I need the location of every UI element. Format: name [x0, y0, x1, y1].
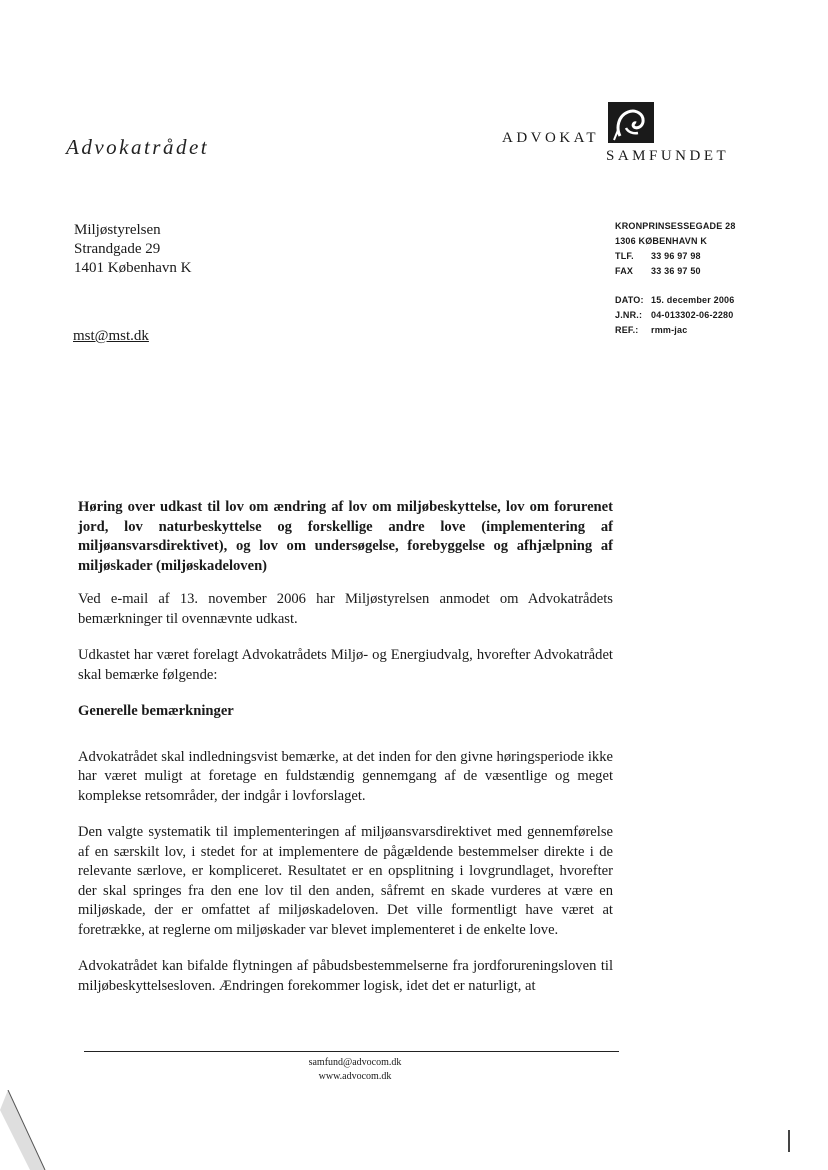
scan-artifact — [788, 1130, 790, 1152]
paragraph: Udkastet har været forelagt Advokatrådets Miljø- og Energiudvalg, hvorefter Advokatrådet skal bemærke følgende: — [78, 647, 613, 683]
logo — [502, 100, 762, 170]
contact-fax — [615, 264, 736, 279]
paragraph: Advokatrådet kan bifalde flytningen af påbudsbestemmelserne fra jordforureningsloven til miljøbeskyttelsesloven. Ændringen forekommer logisk, idet det er naturligt, at — [78, 958, 613, 994]
paragraph: Ved e-mail af 13. november 2006 har Miljøstyrelsen anmodet om Advokatrådets bemærkninger til ovennævnte udkast. — [78, 591, 613, 627]
phone-label: TLF. — [615, 251, 634, 261]
recipient-email-link[interactable]: mst@mst.dk — [73, 328, 149, 344]
recipient-line: Strandgade 29 — [74, 241, 161, 257]
contact-phone — [615, 249, 736, 264]
fax-label: FAX — [615, 266, 634, 276]
advokat-samfundet-emblem-icon — [606, 100, 656, 145]
logo-word-advokat: ADVOKAT — [502, 130, 599, 146]
paragraph: Den valgte systematik til implementeringen af miljøansvarsdirektivet med gennemførelse af en særskilt lov, i stedet for at implementere de pågældende bestemmelser direkte i de relevante særlove, er kompliceret. Resultatet er en opsplitning i lovgrundlaget, hvorefter der skal springes fra den ene lov til den anden, såfremt en skade vurderes at være en miljøskade, der er omfattet af miljøskadeloven. Det ville formentligt have været at foretrække, at reglerne om miljøskader var blevet implementeret i de enkelte love. — [78, 824, 613, 938]
sender-contact-block — [615, 219, 736, 338]
phone-value: 33 96 97 98 — [651, 251, 701, 261]
letter-subject: Høring over udkast til lov om ændring af lov om miljøbeskyttelse, lov om forurenet jord, lov naturbeskyttelse og forskellige andre love (implementering af miljøansvarsdirektivet), og lov om undersøgelse, forebyggelse og afhjælpning af miljøskader (miljøskadeloven) — [78, 499, 613, 574]
letter-date — [615, 293, 736, 308]
contact-city: 1306 KØBENHAVN K — [615, 236, 708, 246]
logo-word-samfundet: SAMFUNDET — [606, 148, 730, 164]
jnr-label: J.NR.: — [615, 310, 643, 320]
recipient-address — [74, 221, 191, 278]
journal-number — [615, 308, 736, 323]
fax-value: 33 36 97 50 — [651, 266, 701, 276]
contact-street: KRONPRINSESSEGADE 28 — [615, 221, 736, 231]
letter-body — [78, 498, 613, 1013]
footer-email: samfund@advocom.dk — [308, 1057, 402, 1068]
paragraph: Advokatrådet skal indledningsvist bemærke, at det inden for den givne høringsperiode ikke har været muligt at foretage en fuldstændig gennemgang af de væsentlige og meget komplekse retsområder, der indgår i lovforslaget. — [78, 748, 613, 804]
date-label: DATO: — [615, 295, 644, 305]
recipient-line: 1401 København K — [74, 260, 192, 276]
footer — [200, 1056, 510, 1084]
section-heading: Generelle bemærkninger — [78, 703, 234, 719]
date-value: 15. december 2006 — [651, 295, 735, 305]
ref-value: rmm-jac — [651, 325, 688, 335]
ref-label: REF.: — [615, 325, 639, 335]
scan-artifact — [0, 1090, 50, 1170]
recipient-line: Miljøstyrelsen — [74, 222, 161, 238]
reference — [615, 323, 736, 338]
sender-name: Advokatrådet — [66, 135, 210, 159]
footer-website: www.advocom.dk — [318, 1071, 392, 1082]
footer-divider — [84, 1051, 619, 1052]
jnr-value: 04-013302-06-2280 — [651, 310, 734, 320]
